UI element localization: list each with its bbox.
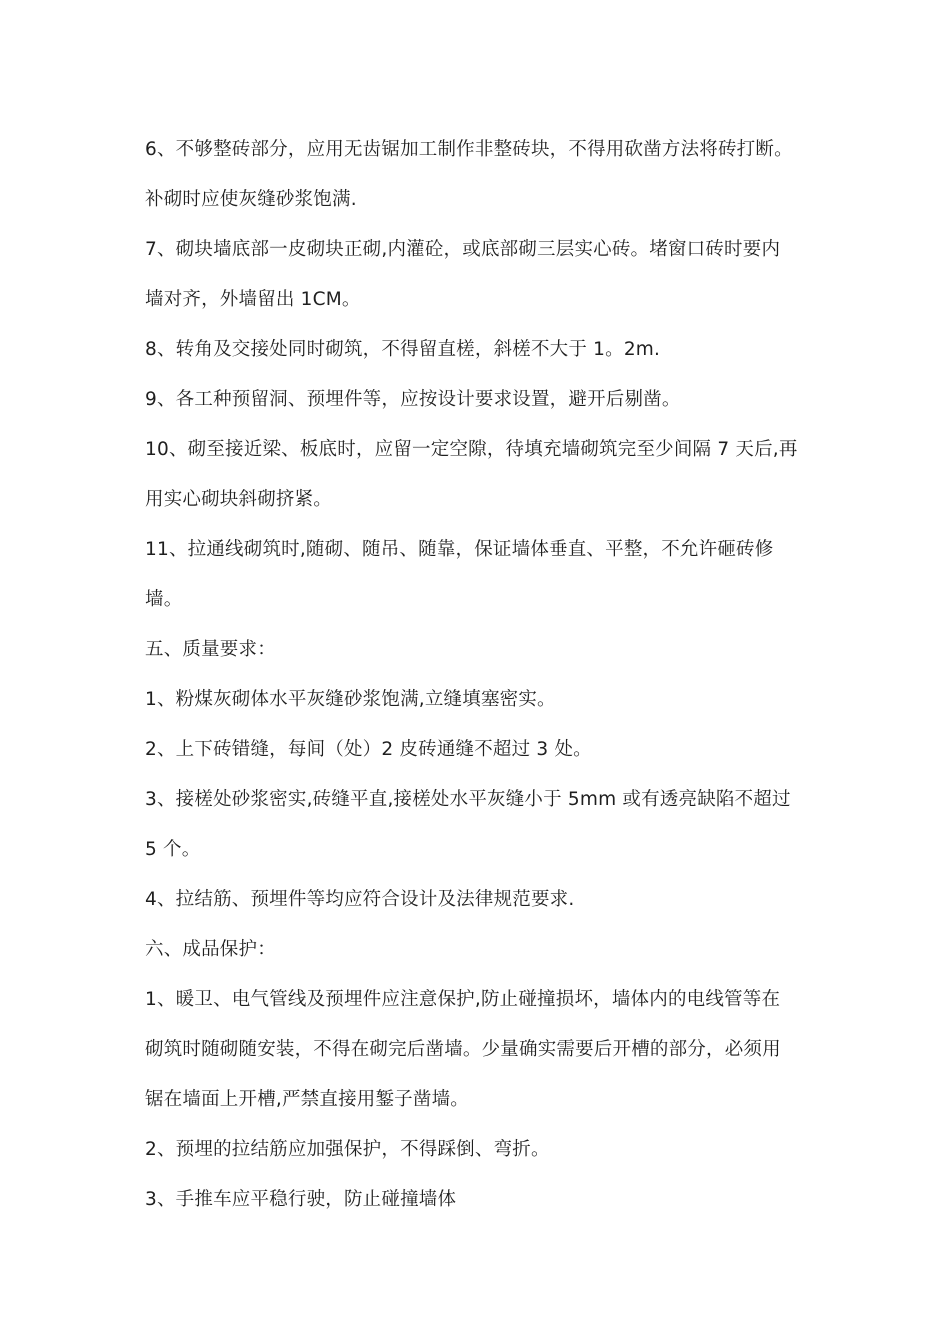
- text-line: 锯在墙面上开槽,严禁直接用錾子凿墙。: [145, 1089, 469, 1110]
- text-line: 墙。: [145, 589, 183, 610]
- text-line: 5 个。: [145, 839, 201, 860]
- text-line: 11、拉通线砌筑时,随砌、随吊、随靠，保证墙体垂直、平整，不允许砸砖修: [145, 539, 774, 560]
- text-line: 10、砌至接近梁、板底时，应留一定空隙，待填充墙砌筑完至少间隔 7 天后,再: [145, 439, 798, 460]
- section-heading: 六、成品保护：: [145, 939, 276, 960]
- text-line: 1、粉煤灰砌体水平灰缝砂浆饱满,立缝填塞密实。: [145, 689, 556, 710]
- text-line: 3、手推车应平稳行驶，防止碰撞墙体: [145, 1189, 457, 1210]
- text-line: 2、上下砖错缝，每间（处）2 皮砖通缝不超过 3 处。: [145, 739, 592, 760]
- text-line: 用实心砌块斜砌挤紧。: [145, 489, 333, 510]
- section-heading: 五、质量要求：: [145, 639, 276, 660]
- text-line: 3、接槎处砂浆密实,砖缝平直,接槎处水平灰缝小于 5mm 或有透亮缺陷不超过: [145, 789, 791, 810]
- text-line: 4、拉结筋、预埋件等均应符合设计及法律规范要求.: [145, 889, 575, 910]
- text-line: 补砌时应使灰缝砂浆饱满.: [145, 189, 357, 210]
- text-line: 1、暖卫、电气管线及预埋件应注意保护,防止碰撞损坏，墙体内的电线管等在: [145, 989, 781, 1010]
- text-line: 6、不够整砖部分，应用无齿锯加工制作非整砖块，不得用砍凿方法将砖打断。: [145, 139, 793, 160]
- text-line: 砌筑时随砌随安装，不得在砌完后凿墙。少量确实需要后开槽的部分，必须用: [145, 1039, 781, 1060]
- text-line: 7、砌块墙底部一皮砌块正砌,内灌砼，或底部砌三层实心砖。堵窗口砖时要内: [145, 239, 781, 260]
- document-body: [145, 125, 810, 1225]
- text-line: 2、预埋的拉结筋应加强保护，不得踩倒、弯折。: [145, 1139, 550, 1160]
- text-line: 墙对齐，外墙留出 1CM。: [145, 289, 361, 310]
- text-line: 8、转角及交接处同时砌筑，不得留直槎，斜槎不大于 1。2m.: [145, 339, 661, 360]
- text-line: 9、各工种预留洞、预埋件等，应按设计要求设置，避开后剔凿。: [145, 389, 681, 410]
